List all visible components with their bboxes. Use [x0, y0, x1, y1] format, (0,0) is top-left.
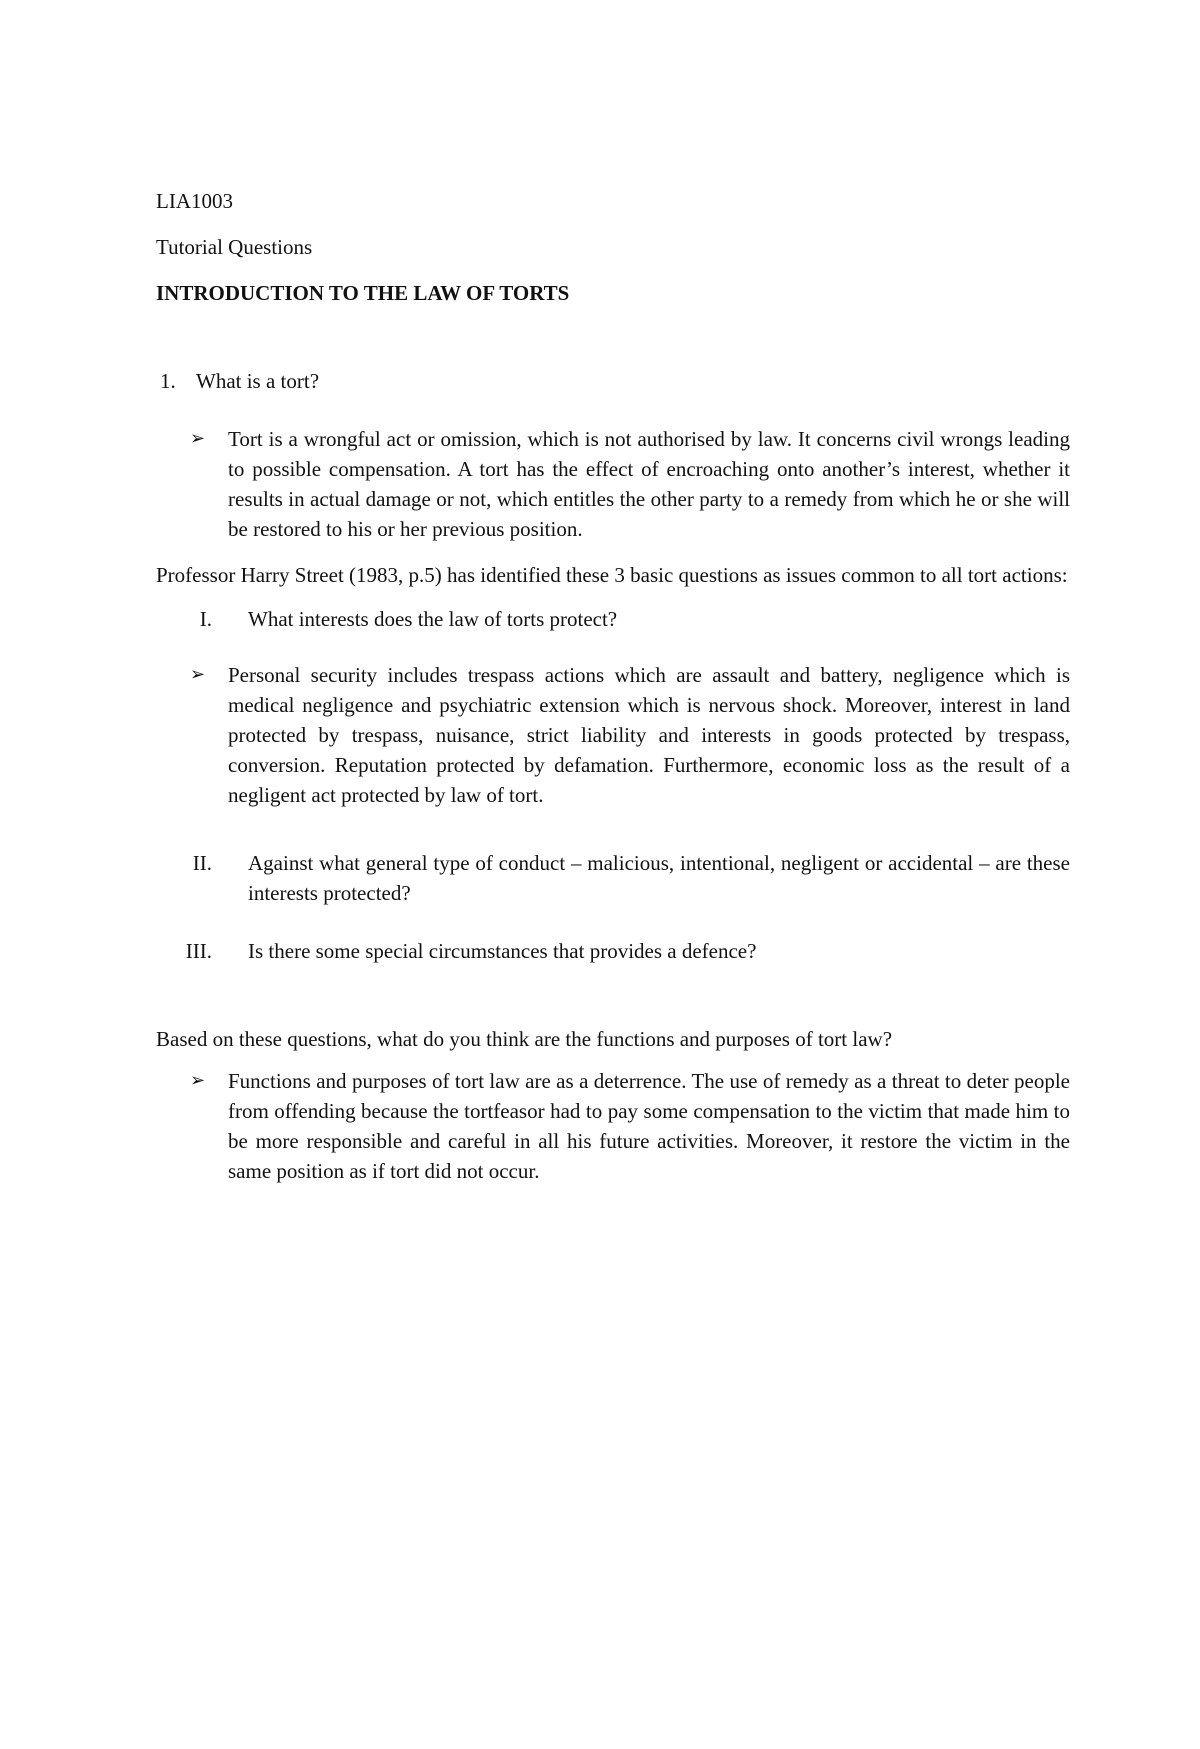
answer-2-bullet: [156, 1066, 1070, 1186]
document-body: [156, 186, 1070, 1202]
question-2: Based on these questions, what do you think are the functions and purposes of tort law?: [156, 1027, 893, 1051]
sub-question-1-number: I.: [199, 607, 212, 631]
answer-1-text: Tort is a wrongful act or omission, which is not authorised by law. It concerns civil wrongs leading to possible compensation. A tort has the effect of encroaching onto another’s interest, whether it results in actual damage or not, which entitles the other party to a remedy from which he or she will be restored to his or her previous position.: [228, 427, 1070, 541]
arrowhead-bullet-icon: ➢: [190, 428, 206, 449]
sub-question-2-text: Against what general type of conduct – malicious, intentional, negligent or accidental – are these interests protected?: [248, 851, 1070, 905]
course-code: LIA1003: [156, 189, 233, 213]
sub-question-3: [156, 936, 1070, 966]
question-1-number: 1.: [160, 369, 176, 393]
intro-paragraph: Professor Harry Street (1983, p.5) has identified these 3 basic questions as issues common to all tort actions:: [156, 563, 1068, 587]
document-heading: INTRODUCTION TO THE LAW OF TORTS: [156, 281, 570, 305]
question-1: [156, 366, 1070, 396]
sub-question-2: [156, 848, 1070, 908]
sub-question-3-text: Is there some special circumstances that provides a defence?: [248, 939, 757, 963]
arrowhead-bullet-icon: ➢: [190, 1070, 206, 1091]
sub-question-1-text: What interests does the law of torts protect?: [248, 607, 618, 631]
answer-2-text: Functions and purposes of tort law are as a deterrence. The use of remedy as a threat to deter people from offending because the tortfeasor had to pay some compensation to the victim that made him to be more responsible and careful in all his future activities. Moreover, it restore the victim in the same position as if tort did not occur.: [228, 1069, 1070, 1183]
sub-question-3-number: III.: [185, 939, 212, 963]
sub-question-1: [156, 604, 1070, 634]
sub-question-2-number: II.: [192, 851, 212, 875]
answer-sub-1-bullet: [156, 660, 1070, 810]
answer-sub-1-text: Personal security includes trespass actions which are assault and battery, negligence which is medical negligence and psychiatric extension which is nervous shock. Moreover, interest in land protected by trespass, nuisance, strict liability and interests in goods protected by trespass, conversion. Reputation protected by defamation. Furthermore, economic loss as the result of a negligent act protected by law of tort.: [228, 663, 1070, 807]
answer-1-bullet: [156, 424, 1070, 544]
document-subtitle: Tutorial Questions: [156, 235, 313, 259]
arrowhead-bullet-icon: ➢: [190, 664, 206, 685]
question-1-text: What is a tort?: [196, 369, 320, 393]
